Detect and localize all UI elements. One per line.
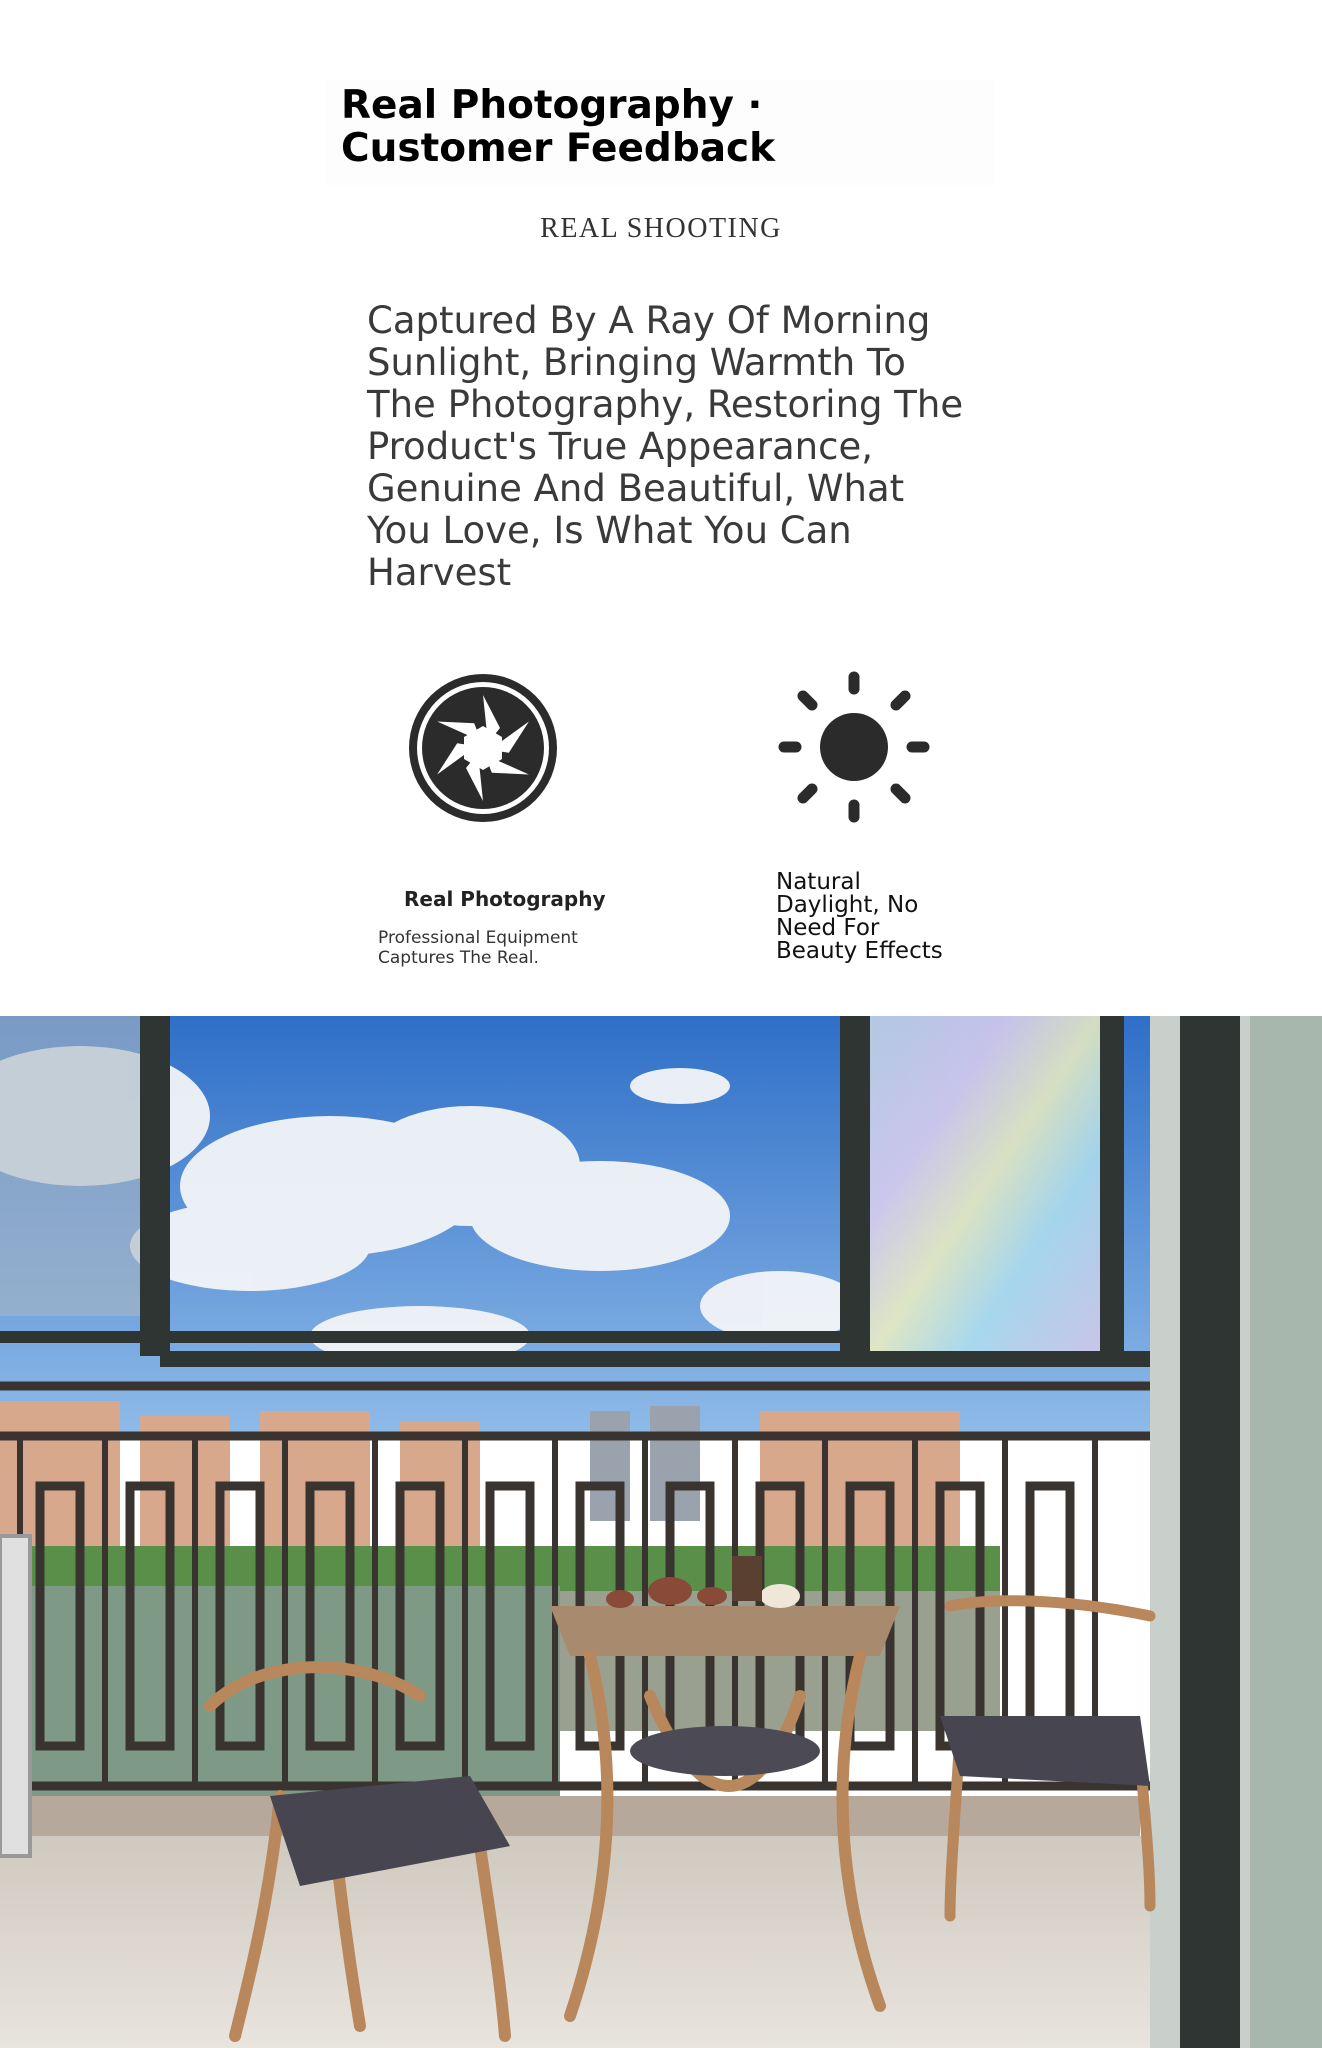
description-text: Captured By A Ray Of Morning Sunlight, Bringing Warmth To The Photography, Restoring The Product's True Appearance, Genuine And Beautiful, What You Love, Is What You Can Harvest <box>367 299 964 594</box>
aperture-icon <box>408 673 558 823</box>
page-subtitle: REAL SHOOTING <box>540 213 782 244</box>
feature-real-photography-title: Real Photography <box>404 887 606 911</box>
balcony-furniture-photo <box>0 1016 1322 2048</box>
sun-icon <box>778 671 930 823</box>
page-title: Real Photography · Customer Feedback <box>341 83 776 171</box>
feature-natural-daylight-title: Natural Daylight, No Need For Beauty Effects <box>776 869 943 964</box>
feature-real-photography-text: Professional Equipment Captures The Real. <box>378 928 578 968</box>
